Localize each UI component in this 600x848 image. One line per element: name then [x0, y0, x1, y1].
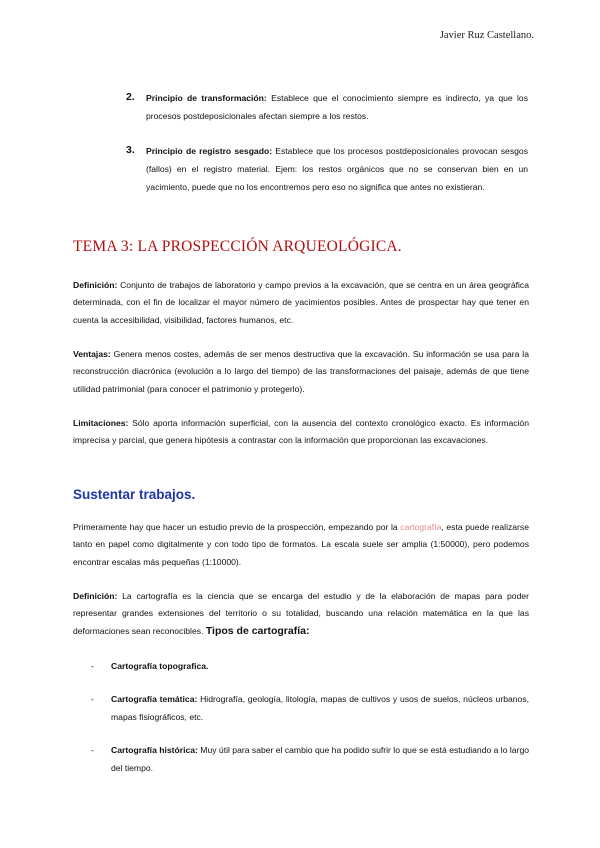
principle-text: Establece que el conocimiento siempre es indirecto, ya que los procesos postdeposicionales afectan siempre a los restos. — [146, 93, 528, 121]
tipos-heading: Tipos de cartografía: — [205, 624, 310, 637]
bullet-historica — [91, 741, 529, 777]
bullet-title: Cartografía temática: — [111, 694, 198, 704]
bullet-tematica — [91, 690, 529, 726]
cartografia-def-text: La cartografía es la ciencia que se encarga del estudio y de la elaboración de mapas para poder representar grandes extensiones del territorio o su totalidad, buscando una relación matemática en la que las deformaciones sean reconocibles. — [73, 591, 529, 636]
bullet-dash: - — [91, 745, 94, 755]
cartografia-def-label: Definición: — [73, 591, 118, 601]
intro-paragraph — [73, 519, 529, 571]
subsection-title: Sustentar trabajos. — [73, 487, 196, 502]
author-header: Javier Ruz Castellano. — [439, 30, 534, 41]
ventajas-label: Ventajas: — [73, 349, 111, 359]
ventajas-text: Genera menos costes, además de ser menos destructiva que la excavación. Su información se usa para la reconstrucción diacrónica (evolución a lo largo del tiempo) de las transformaciones del paisaje, además de que tiene utilidad patrimonial (para conocer el patrimonio y protegerlo). — [73, 349, 529, 394]
intro-text-before: Primeramente hay que hacer un estudio previo de la prospección, empezando por la — [73, 522, 401, 532]
cartografia-definition-paragraph — [73, 588, 529, 640]
bullet-dash: - — [91, 661, 94, 671]
principle-number: 3. — [126, 144, 135, 156]
principle-title: Principio de transformación: — [146, 93, 267, 103]
bullet-dash: - — [91, 694, 94, 704]
bullet-title: Cartografía topografica. — [111, 661, 209, 671]
definicion-label: Definición: — [73, 280, 118, 290]
section-title: TEMA 3: LA PROSPECCIÓN ARQUEOLÓGICA. — [73, 238, 402, 255]
cartografia-link[interactable]: cartografía — [400, 522, 442, 532]
intro-text-after: , esta puede realizarse tanto en papel como digitalmente y con todo tipo de formatos. La escala suele ser amplia (1:50000), pero podemos encontrar escalas más pequeñas (1:10000). — [73, 522, 529, 567]
ventajas-paragraph — [73, 346, 529, 398]
bullet-title: Cartografía histórica: — [111, 745, 198, 755]
principle-3 — [126, 142, 528, 196]
bullet-text: Muy útil para saber el cambio que ha podido sufrir lo que se está estudiando a lo largo del tiempo. — [111, 745, 529, 773]
principle-2 — [126, 89, 528, 125]
principle-number: 2. — [126, 91, 135, 103]
definicion-text: Conjunto de trabajos de laboratorio y campo previos a la excavación, que se centra en un área geográfica determinada, con el fin de localizar el mayor número de yacimientos posibles. Antes de prospectar hay que tener en cuenta la accesibilidad, visibilidad, factores humanos, etc. — [73, 280, 529, 325]
limitaciones-label: Limitaciones: — [73, 418, 129, 428]
limitaciones-paragraph — [73, 415, 529, 450]
principle-text: Establece que los procesos postdeposicionales provocan sesgos (fallos) en el registro material. Ejem: los restos orgánicos que no se conservan bien en un yacimiento, puede que no los encontremos pero eso no significa que antes no existieran. — [146, 146, 528, 192]
principle-title: Principio de registro sesgado: — [146, 146, 273, 156]
limitaciones-text: Sólo aporta información superficial, con la ausencia del contexto cronológico exacto. Es información imprecisa y parcial, que genera hipótesis a contrastar con la información que proporcionan las excavaciones. — [73, 418, 529, 446]
bullet-topografica — [91, 657, 529, 675]
definicion-paragraph — [73, 277, 529, 329]
bullet-text: Hidrografía, geología, litología, mapas de cultivos y usos de suelos, núcleos urbanos, mapas fisiográficos, etc. — [111, 694, 530, 722]
